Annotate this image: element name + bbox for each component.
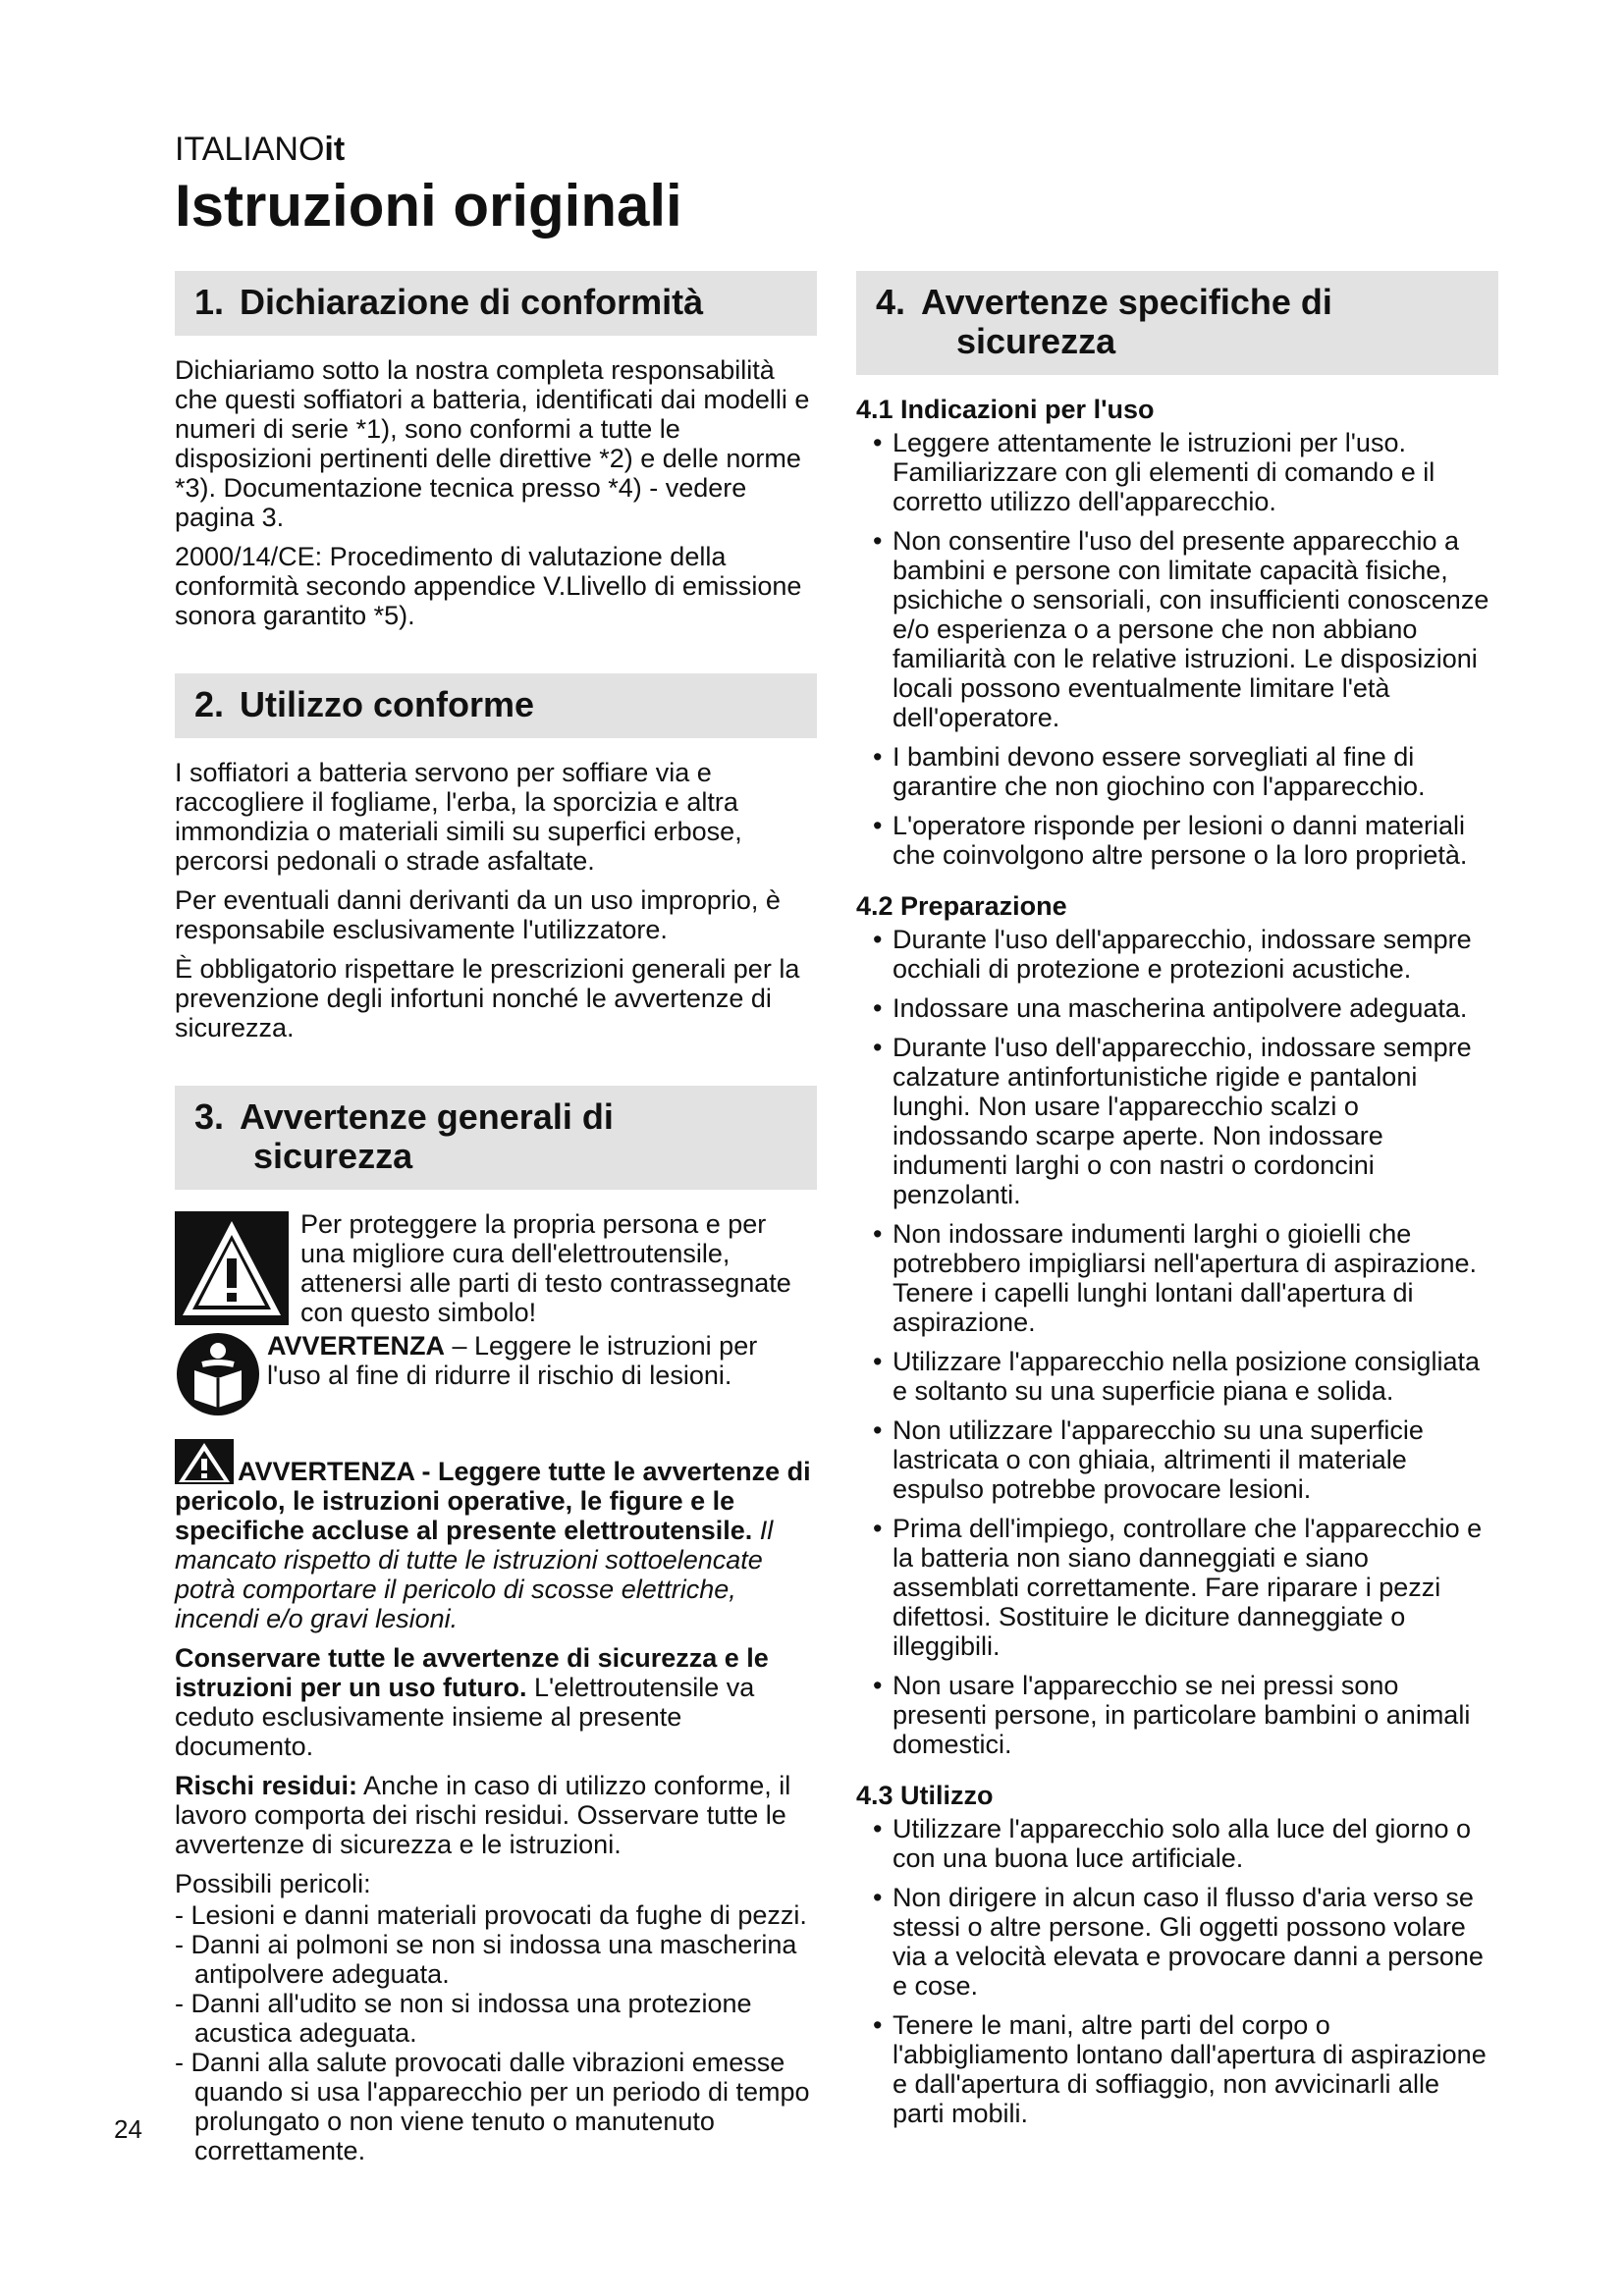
keep-instructions-paragraph: Conservare tutte le avvertenze di sicurezza e le istruzioni per un uso futuro. L'elettroutensile va ceduto esclusivamente insieme al presente documento. [175, 1643, 769, 1761]
list-item: - Lesioni e danni materiali provocati da fughe di pezzi. [175, 1900, 817, 1930]
dangers-list [175, 1900, 817, 2165]
right-column [856, 271, 1498, 2138]
bullet-list [856, 428, 1498, 870]
list-item: - Danni alla salute provocati dalle vibrazioni emesse quando si usa l'apparecchio per un periodo di tempo prolungato o non viene tenuto o manutenuto correttamente. [175, 2048, 817, 2165]
read-manual-icon [175, 1331, 261, 1417]
subsection-4-2-title: 4.2 Preparazione [856, 891, 1067, 921]
list-item: • Utilizzare l'apparecchio solo alla luce del giorno o con una buona luce artificiale. [856, 1814, 1498, 1873]
list-item: • Leggere attentamente le istruzioni per l'uso. Familiarizzare con gli elementi di comando e il corretto utilizzo dell'apparecchio. [856, 428, 1498, 516]
list-item: • Prima dell'impiego, controllare che l'apparecchio e la batteria non siano danneggiati e siano assemblati correttamente. Fare riparare i pezzi difettosi. Sostituire le diciture danneggiate o illeggibili. [856, 1514, 1498, 1661]
paragraph: Dichiariamo sotto la nostra completa responsabilità che questi soffiatori a batteria, identificati dai modelli e numeri di serie *1), sono conformi a tutte le disposizioni pertinenti delle direttive *2) e delle norme *3). Documentazione tecnica presso *4) - vedere pagina 3. [175, 355, 810, 532]
list-item: • Non dirigere in alcun caso il flusso d'aria verso se stessi o altre persone. Gli oggetti possono volare via a velocità elevata e provocare danni a persone e cose. [856, 1883, 1498, 2001]
list-item: • Non usare l'apparecchio se nei pressi sono presenti persone, in particolare bambini o animali domestici. [856, 1671, 1498, 1759]
warning-paragraph: AVVERTENZA - Leggere tutte le avvertenze di pericolo, le istruzioni operative, le figure e le specifiche accluse al presente elettroutensile. Il mancato rispetto di tutte le istruzioni sottoelencate potrà comportare il pericolo di scosse elettriche, incendi e/o gravi lesioni. [175, 1439, 817, 1633]
list-item: • Durante l'uso dell'apparecchio, indossare sempre calzature antinfortunistiche rigide e pantaloni lunghi. Non usare l'apparecchio scalzi o indossando scarpe aperte. Non indossare indumenti larghi o con nastri o cordoncini penzolanti. [856, 1033, 1498, 1209]
list-item: • Non utilizzare l'apparecchio su una superficie lastricata o con ghiaia, altrimenti il materiale espulso potrebbe provocare lesioni. [856, 1415, 1498, 1504]
paragraph: Per eventuali danni derivanti da un uso improprio, è responsabile esclusivamente l'utilizzatore. [175, 885, 781, 944]
page-header [175, 130, 682, 241]
list-item: • Non indossare indumenti larghi o gioielli che potrebbero impigliarsi nell'apertura di aspirazione. Tenere i capelli lunghi lontani dall'apertura di aspirazione. [856, 1219, 1498, 1337]
list-item: • L'operatore risponde per lesioni o danni materiali che coinvolgono altre persone o la loro proprietà. [856, 811, 1498, 870]
page-number: 24 [114, 2114, 142, 2144]
left-column [175, 271, 817, 2165]
subsection-4-1-title: 4.1 Indicazioni per l'uso [856, 395, 1155, 424]
section-3-heading: 3. Avvertenze generali di sicurezza [175, 1086, 817, 1190]
list-item: - Danni ai polmoni se non si indossa una mascherina antipolvere adeguata. [175, 1930, 817, 1989]
residual-risks-paragraph: Rischi residui: Anche in caso di utilizzo conforme, il lavoro comporta dei rischi residui. Osservare tutte le avvertenze di sicurezza e le istruzioni. [175, 1771, 791, 1859]
warning-symbol-block [175, 1209, 817, 1327]
paragraph: I soffiatori a batteria servono per soffiare via e raccogliere il fogliame, l'erba, la sporcizia e altra immondizia o materiali simili su superfici erbose, percorsi pedonali o strade asfaltate. [175, 758, 742, 876]
list-item: • Utilizzare l'apparecchio nella posizione consigliata e soltanto su una superficie piana e solida. [856, 1347, 1498, 1406]
subsection-4-3-title: 4.3 Utilizzo [856, 1781, 994, 1810]
list-item: - Danni all'udito se non si indossa una protezione acustica adeguata. [175, 1989, 817, 2048]
list-item: • I bambini devono essere sorvegliati al fine di garantire che non giochino con l'apparecchio. [856, 742, 1498, 801]
section-4-heading: 4. Avvertenze specifiche di sicurezza [856, 271, 1498, 375]
manual-warning-text: AVVERTENZA – Leggere le istruzioni per l'uso al fine di ridurre il rischio di lesioni. [267, 1331, 758, 1390]
section-1-heading: 1. Dichiarazione di conformità [175, 271, 817, 336]
symbol-text: Per proteggere la propria persona e per una migliore cura dell'elettroutensile, attenersi alle parti di testo contrassegnate con questo simbolo! [300, 1209, 791, 1327]
list-item: • Tenere le mani, altre parti del corpo o l'abbigliamento lontano dall'apertura di aspirazione e dall'apertura di soffiaggio, non avvicinarli alle parti mobili. [856, 2010, 1498, 2128]
paragraph: È obbligatorio rispettare le prescrizioni generali per la prevenzione degli infortuni nonché le avvertenze di sicurezza. [175, 954, 800, 1042]
list-item: • Non consentire l'uso del presente apparecchio a bambini e persone con limitate capacità fisiche, psichiche o sensoriali, con insufficienti conoscenze e/o esperienza o a persone che non abbiano familiarità con le relative istruzioni. Le disposizioni locali possono eventualmente limitare l'età dell'operatore. [856, 526, 1498, 732]
list-item: • Indossare una mascherina antipolvere adeguata. [856, 993, 1498, 1023]
dangers-label: Possibili pericoli: [175, 1869, 371, 1898]
language-label: ITALIANOit [175, 131, 346, 168]
list-item: • Durante l'uso dell'apparecchio, indossare sempre occhiali di protezione e protezioni acustiche. [856, 925, 1498, 984]
paragraph: 2000/14/CE: Procedimento di valutazione della conformità secondo appendice V.Llivello di emissione sonora garantito *5). [175, 542, 802, 630]
warning-triangle-icon [175, 1211, 289, 1325]
bullet-list [856, 1814, 1498, 2128]
small-warning-icon [175, 1439, 234, 1484]
bullet-list [856, 925, 1498, 1759]
manual-warning-block [175, 1331, 817, 1417]
page-title: Istruzioni originali [175, 173, 682, 239]
section-2-heading: 2. Utilizzo conforme [175, 673, 817, 738]
